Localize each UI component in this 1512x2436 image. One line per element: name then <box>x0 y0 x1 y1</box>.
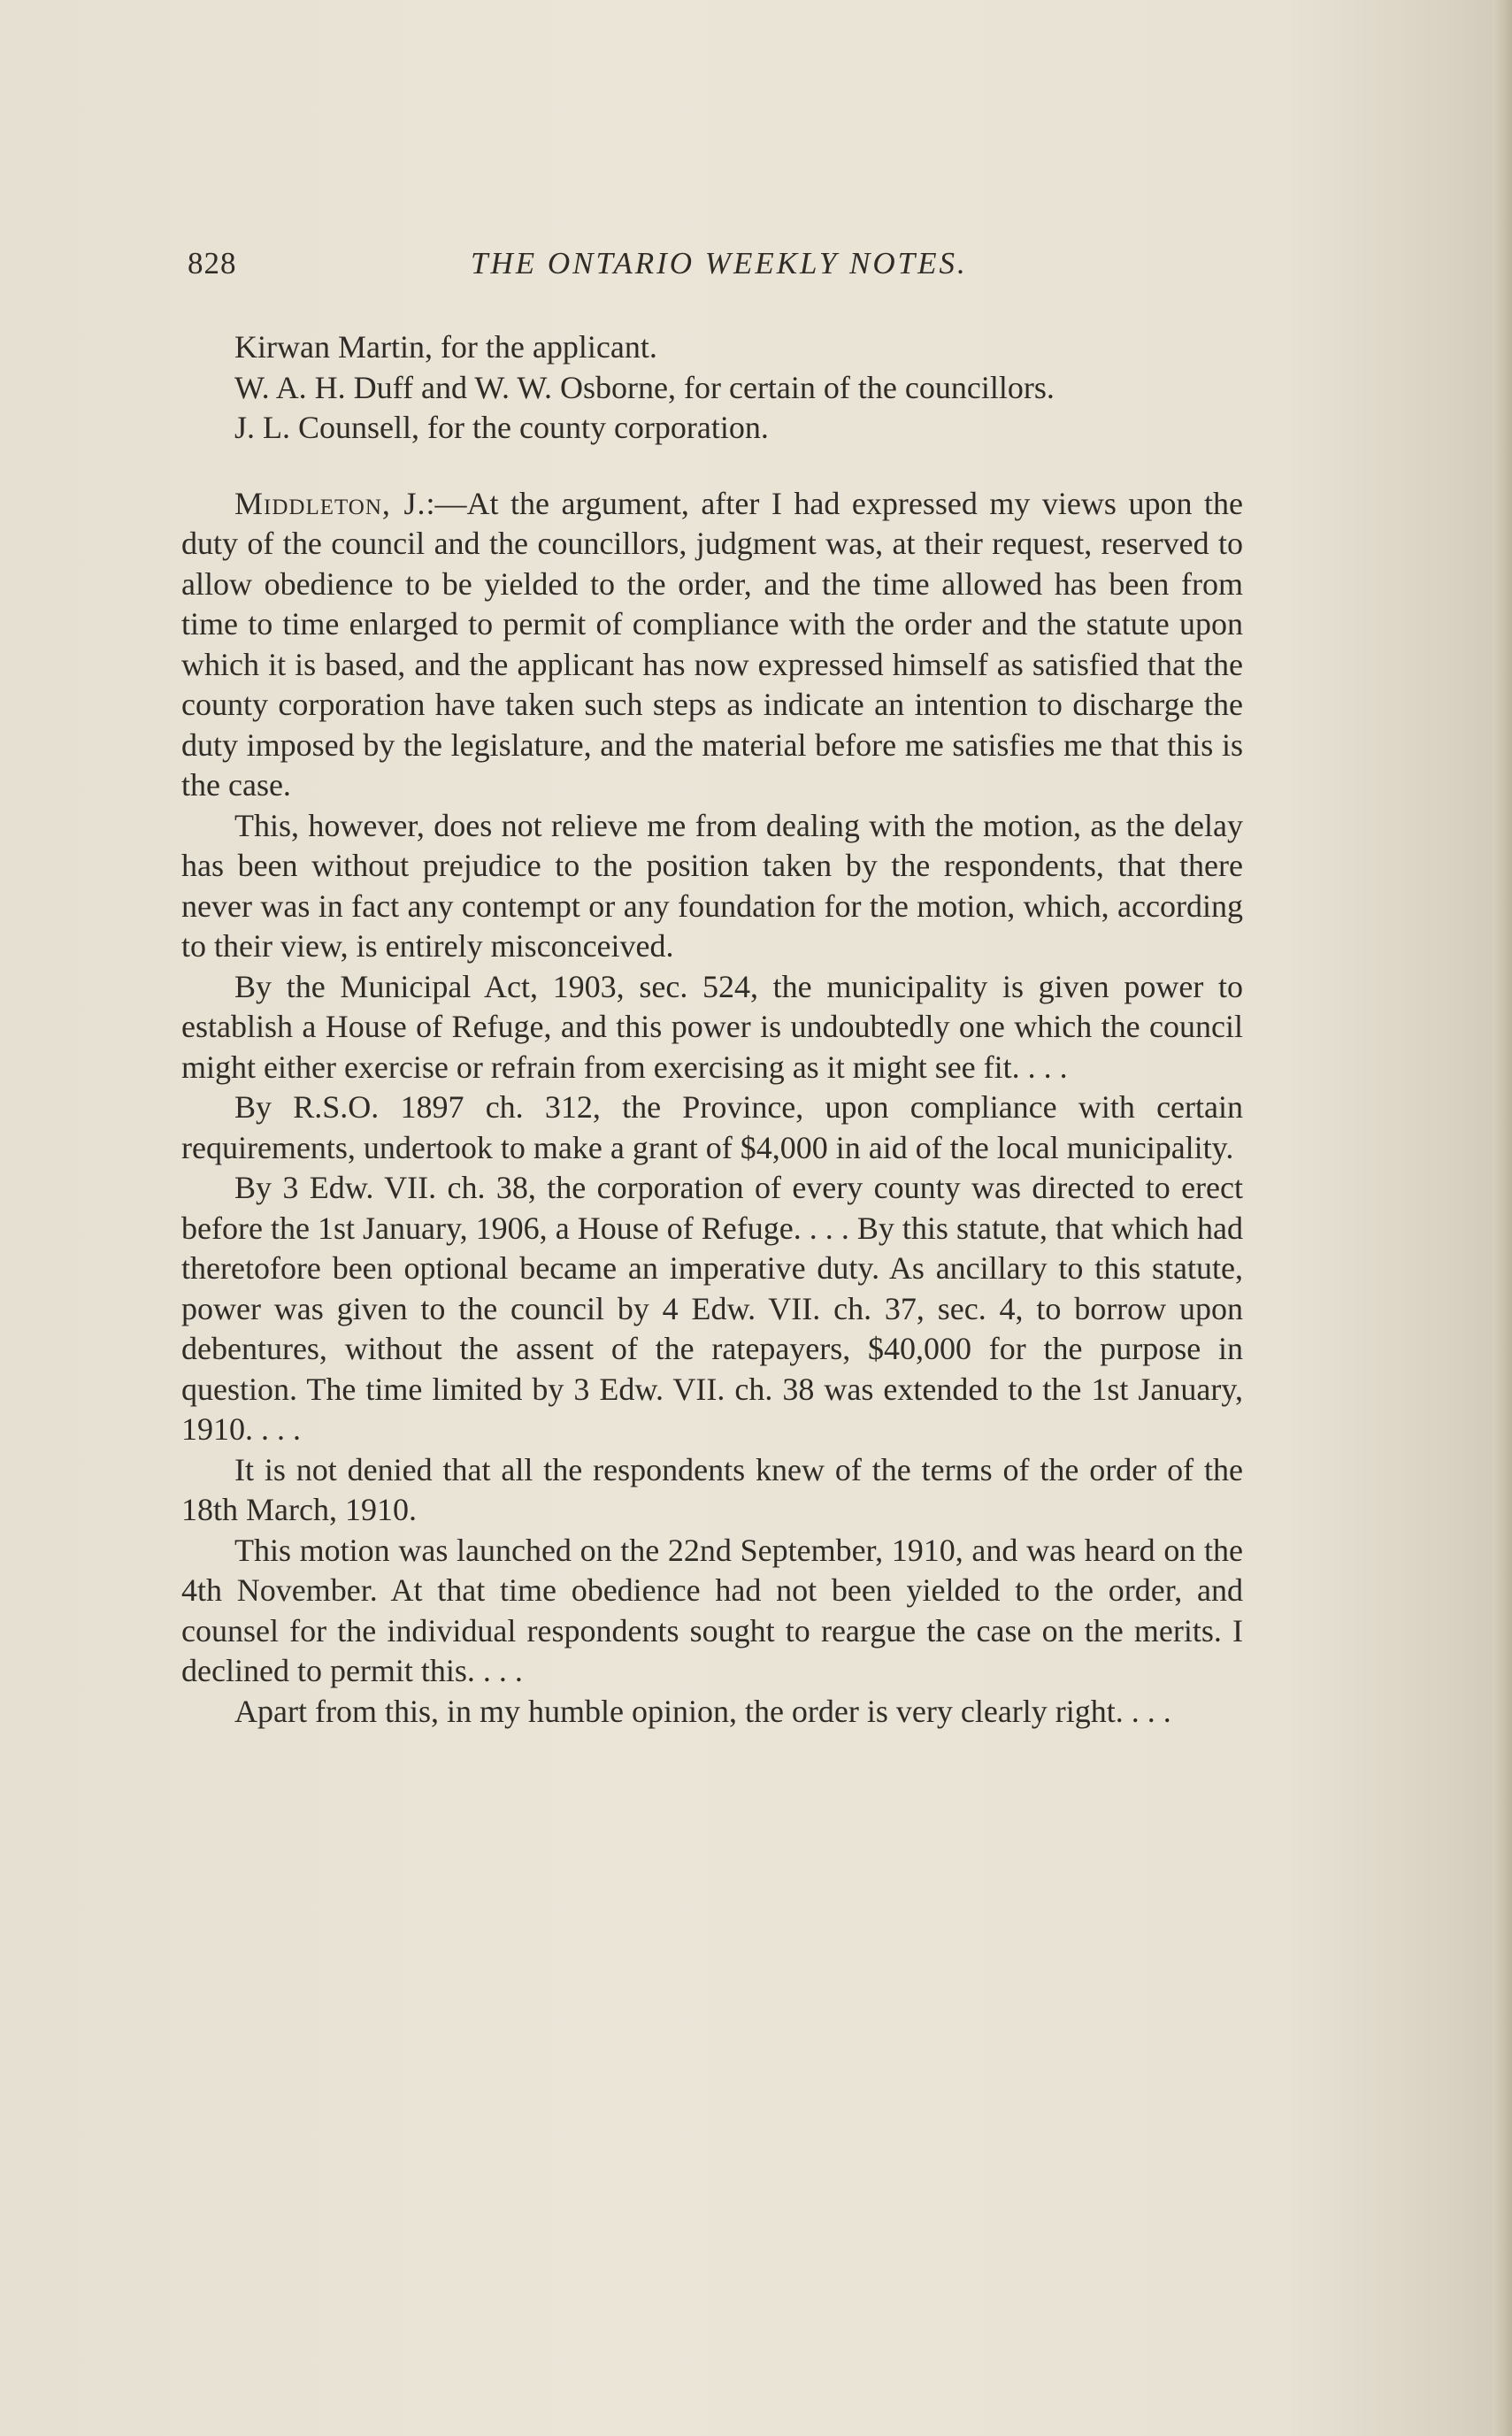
section-gap <box>181 449 1243 484</box>
judgment-opening-paragraph <box>181 484 1243 806</box>
judgment-paragraph: This, however, does not relieve me from dealing with the motion, as the delay has been without prejudice to the position taken by the respondents, that there never was in fact any contempt or any foundation for the motion, which, according to their view, is entirely misconceived. <box>181 807 1243 964</box>
judgment-paragraph: By the Municipal Act, 1903, sec. 524, the municipality is given power to establish a House of Refuge, and this power is undoubtedly one which the council might either exercise or refrain from exercising as it might see fit. . . . <box>181 968 1243 1085</box>
judgment-paragraph: Apart from this, in my humble opinion, the order is very clearly right. . . . <box>234 1693 1171 1729</box>
page-number: 828 <box>188 246 237 280</box>
page-edge-shadow <box>1493 0 1512 2436</box>
body-text <box>181 327 1243 1732</box>
running-title: THE ONTARIO WEEKLY NOTES. <box>471 246 968 280</box>
counsel-line: Kirwan Martin, for the applicant. <box>234 329 657 365</box>
judgment-paragraph: This motion was launched on the 22nd September, 1910, and was heard on the 4th November. At that time obedience had not been yielded to the order, and counsel for the individual respondents sought to reargue the case on the merits. I declined to permit this. . . . <box>181 1532 1243 1688</box>
judgment-paragraph: By 3 Edw. VII. ch. 38, the corporation of every county was directed to erect before the 1st January, 1906, a House of Refuge. . . . By this statute, that which had theretofore been optional became an imperative duty. As ancillary to this statute, power was given to the council by 4 Edw. VII. ch. 37, sec. 4, to borrow upon debentures, without the assent of the ratepayers, $40,000 for the purpose in question. The time limited by 3 Edw. VII. ch. 38 was extended to the 1st January, 1910. . . . <box>181 1170 1243 1447</box>
judge-name: Middleton, J. <box>234 485 426 521</box>
counsel-line: J. L. Counsell, for the county corporation. <box>234 410 769 445</box>
judgment-paragraph: By R.S.O. 1897 ch. 312, the Province, upon compliance with certain requirements, undertook to make a grant of $4,000 in aid of the local municipality. <box>181 1089 1243 1165</box>
judgment-opening-text: :—At the argument, after I had expressed my views upon the duty of the council and the councillors, judgment was, at their request, reserved to allow obedience to be yielded to the order, and the time allowed has been from time to time enlarged to permit of compliance with the order and the statute upon which it is based, and the applicant has now expressed himself as satisfied that the county corporation have taken such steps as indicate an intention to discharge the duty imposed by the legislature, and the material before me satisfies me that this is the case. <box>181 485 1243 803</box>
counsel-line: W. A. H. Duff and W. W. Osborne, for certain of the councillors. <box>234 369 1055 405</box>
judgment-paragraph: It is not denied that all the respondents knew of the terms of the order of the 18th March, 1910. <box>181 1451 1243 1527</box>
page-header <box>188 246 1249 290</box>
